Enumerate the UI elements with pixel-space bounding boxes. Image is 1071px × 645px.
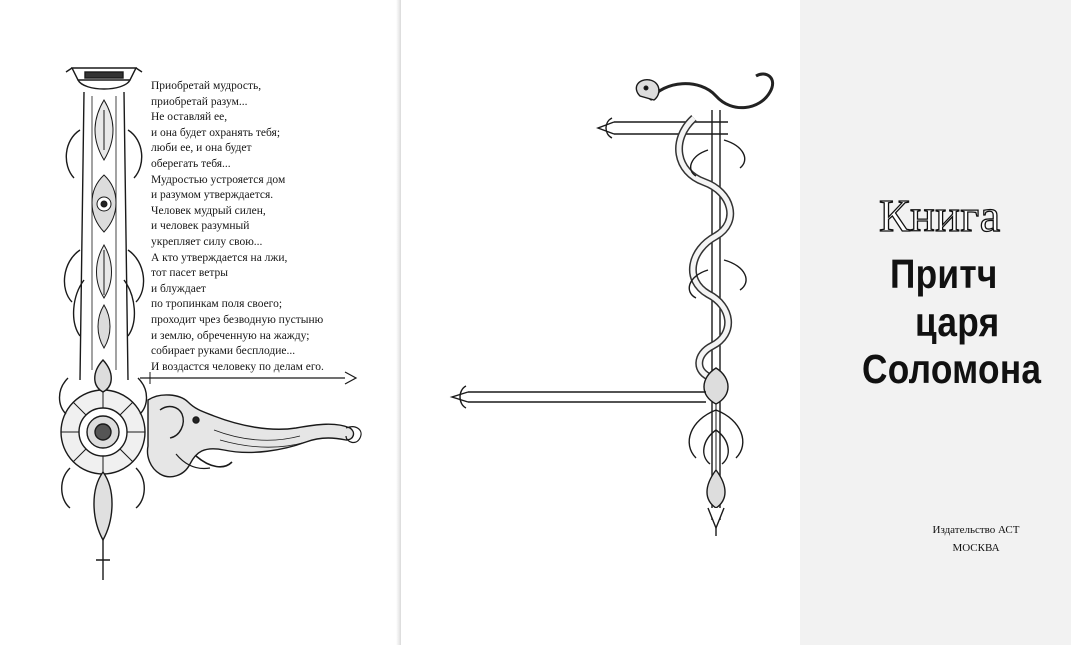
publisher-name: Издательство АСТ (932, 524, 1020, 536)
epigraph-line: приобретай разум... (151, 95, 248, 108)
epigraph-line: И воздастся человеку по делам его. (151, 360, 324, 373)
epigraph-line: по тропинкам поля своего; (151, 298, 283, 311)
epigraph-line: люби ее, и она будет (151, 142, 252, 155)
left-page (0, 0, 398, 645)
epigraph-line: и человек разумный (151, 220, 250, 233)
serpent-staff-ornament (401, 0, 800, 645)
epigraph-line: и блуждает (151, 282, 206, 295)
epigraph-line: Мудростью устрояется дом (151, 173, 286, 186)
epigraph-line: тот пасет ветры (151, 267, 228, 280)
epigraph-line: и землю, обреченную на жажду; (151, 329, 310, 342)
epigraph-line: Приобретай мудрость, (151, 80, 262, 92)
epigraph-line: и разумом утверждается. (151, 189, 274, 202)
title-line: царя (915, 299, 1000, 345)
epigraph-line: оберегать тебя... (151, 157, 231, 170)
epigraph-line: А кто утверждается на лжи, (151, 251, 288, 264)
epigraph-line: и она будет охранять тебя; (151, 126, 281, 139)
title-line: Соломона (862, 346, 1042, 392)
publisher-city: МОСКВА (952, 542, 1000, 554)
epigraph-line: укрепляет силу свою... (151, 235, 263, 248)
epigraph-line: собирает руками бесплодие... (151, 345, 296, 358)
title-line: Притч (890, 251, 998, 297)
epigraph-line: Человек мудрый силен, (151, 204, 266, 217)
epigraph-line: проходит чрез безводную пустыню (151, 313, 324, 326)
right-page (401, 0, 1042, 645)
epigraph (151, 79, 391, 375)
title-outline: Книга (879, 190, 1001, 241)
epigraph-line: Не оставляй ее, (151, 111, 228, 124)
